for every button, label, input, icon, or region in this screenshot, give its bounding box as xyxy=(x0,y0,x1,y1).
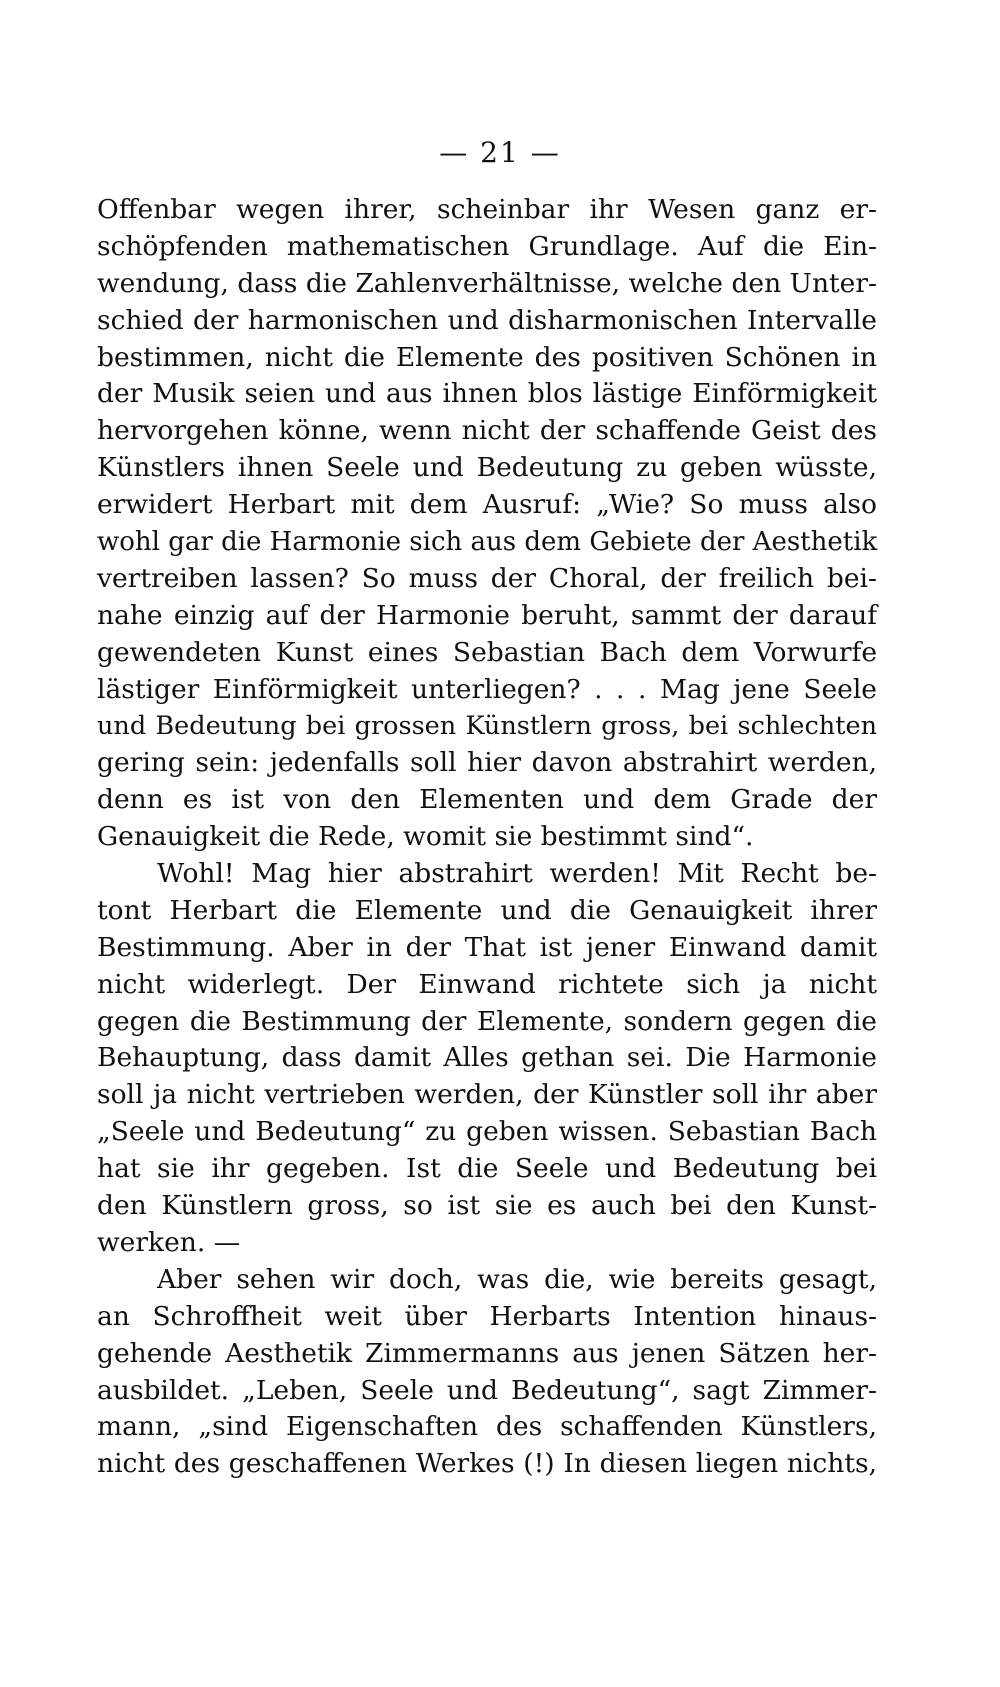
text-line: hat sie ihr gegeben. Ist die Seele und Bedeutung bei xyxy=(97,1153,877,1185)
text-line: soll ja nicht vertrieben werden, der Künstler soll ihr aber xyxy=(97,1079,877,1111)
text-line: wendung, dass die Zahlenverhältnisse, welche den Unter- xyxy=(97,267,877,299)
text-line: vertreiben lassen? So muss der Choral, der freilich bei- xyxy=(97,562,877,594)
text-line: Künstlers ihnen Seele und Bedeutung zu geben wüsste, xyxy=(97,452,877,484)
text-line: erwidert Herbart mit dem Ausruf: „Wie? So muss also xyxy=(97,489,877,521)
text-line: bestimmen, nicht die Elemente des positiven Schönen in xyxy=(97,341,877,373)
text-line: hervorgehen könne, wenn nicht der schaffende Geist des xyxy=(97,415,877,447)
page-number: — 21 — xyxy=(439,136,561,169)
text-line: werken. — xyxy=(97,1226,241,1258)
text-line: den Künstlern gross, so ist sie es auch bei den Kunst- xyxy=(97,1190,877,1222)
text-line: gegen die Bestimmung der Elemente, sondern gegen die xyxy=(97,1005,877,1037)
text-line: denn es ist von den Elementen und dem Grade der xyxy=(97,784,877,816)
text-line: der Musik seien und aus ihnen blos lästige Einförmigkeit xyxy=(97,378,877,410)
text-line: wohl gar die Harmonie sich aus dem Gebiete der Aesthetik xyxy=(97,527,878,558)
text-line: schied der harmonischen und disharmonischen Intervalle xyxy=(97,304,877,336)
text-line: schöpfenden mathematischen Grundlage. Auf die Ein- xyxy=(97,230,877,262)
text-line: Behauptung, dass damit Alles gethan sei. Die Harmonie xyxy=(97,1042,877,1074)
text-line: und Bedeutung bei grossen Künstlern gross, bei schlechten xyxy=(97,711,877,742)
text-line: ausbildet. „Leben, Seele und Bedeutung“, sagt Zimmer- xyxy=(97,1374,877,1406)
text-line: Aber sehen wir doch, was die, wie bereits gesagt, xyxy=(157,1263,877,1295)
text-line: Offenbar wegen ihrer, scheinbar ihr Wesen ganz er- xyxy=(97,194,877,225)
text-line: Wohl! Mag hier abstrahirt werden! Mit Recht be- xyxy=(157,858,877,890)
text-line: gewendeten Kunst eines Sebastian Bach dem Vorwurfe xyxy=(97,636,877,668)
text-line: lästiger Einförmigkeit unterliegen? . . . Mag jene Seele xyxy=(97,673,877,705)
text-line: „Seele und Bedeutung“ zu geben wissen. Sebastian Bach xyxy=(97,1116,877,1148)
text-line: nicht widerlegt. Der Einwand richtete sich ja nicht xyxy=(97,968,877,1000)
text-line: Genauigkeit die Rede, womit sie bestimmt sind“. xyxy=(97,821,754,853)
text-line: tont Herbart die Elemente und die Genauigkeit ihrer xyxy=(97,894,877,926)
text-line: gering sein: jedenfalls soll hier davon abstrahirt werden, xyxy=(97,747,877,779)
text-line: mann, „sind Eigenschaften des schaffenden Künstlers, xyxy=(97,1411,877,1443)
text-line: nahe einzig auf der Harmonie beruht, sammt der darauf xyxy=(97,599,877,631)
text-line: an Schroffheit weit über Herbarts Intention hinaus- xyxy=(97,1300,877,1332)
text-line: Bestimmung. Aber in der That ist jener Einwand damit xyxy=(97,931,877,963)
text-line: gehende Aesthetik Zimmermanns aus jenen Sätzen her- xyxy=(97,1337,877,1369)
text-line: nicht des geschaffenen Werkes (!) In diesen liegen nichts, xyxy=(97,1448,877,1480)
body-text xyxy=(97,192,877,1483)
